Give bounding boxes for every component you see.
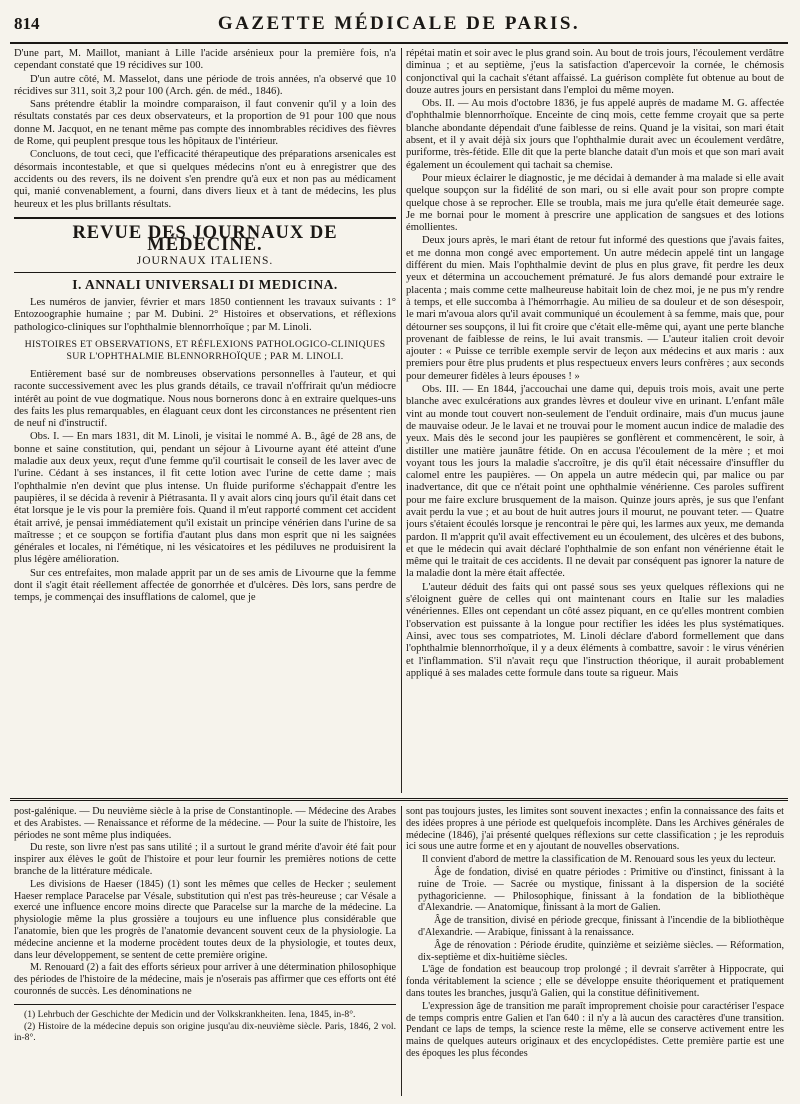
paragraph: Du reste, son livre n'est pas sans utilité ; il a surtout le grand mérite d'avoir été fait pour inspirer aux élèves le goût de l'histoire et pour leur fournir les premières notions de cette branche de la littérature médicale.: [14, 842, 396, 877]
paragraph: D'une part, M. Maillot, maniant à Lille l'acide arsénieux pour la première fois, n'a cependant constaté que 19 récidives sur 100.: [14, 48, 396, 72]
feuilleton-divider: [10, 798, 788, 801]
paragraph: Il convient d'abord de mettre la classification de M. Renouard sous les yeux du lecteur.: [422, 854, 776, 866]
review-subtitle: JOURNAUX ITALIENS.: [136, 255, 274, 268]
classification-entry: Âge de transition, divisé en période grecque, finissant à l'incendie de la bibliothèque d'Alexandrie. — Arabique, finissant à la renaissance.: [418, 915, 784, 938]
journal-heading: I. ANNALI UNIVERSALI DI MEDICINA.: [72, 276, 338, 292]
paragraph: Sur ces entrefaites, mon malade apprit par un de ses amis de Livourne que la femme dont il s'agit était réellement affectée de gonorrhée et d'ulcères. Dès lors, sans perdre de temps, je commençai des insufflations de calomel, que je: [14, 567, 396, 604]
lower-section: [10, 806, 788, 1096]
paragraph: Sans prétendre établir la moindre comparaison, il faut convenir qu'il y a loin des résultats constatés par ces deux observateurs, et la proportion de 91 pour 100 que nous donne M. Jacquot, en ne tenant même pas compte des innombrables récidives des fièvres de Rome, qui peuplent presque tous les hôpitaux de l'intérieur.: [14, 99, 396, 148]
upper-right-column: [406, 48, 784, 793]
footnote: (1) Lehrbuch der Geschichte der Medicin und der Volkskrankheiten. Iena, 1845, in-8°.: [24, 1008, 356, 1020]
paragraph: M. Renouard (2) a fait des efforts sérieux pour arriver à une détermination philosophique des périodes de l'histoire de la médecine, mais je n'oserais pas affirmer que ces efforts ont été couronnés de succès. Les dénominations ne: [14, 962, 396, 997]
paragraph: Les numéros de janvier, février et mars 1850 contiennent les travaux suivants : 1° Entozoographie humaine ; par M. Dubini. 2° Histoires et observations, et réflexions pathologico-cliniques sur l'ophthalmie blennorrhoïque ; par M. Linoli.: [14, 297, 396, 333]
paragraph: L'âge de fondation est beaucoup trop prolongé ; il devrait s'arrêter à Hippocrate, qui fonda véritablement la science ; elle se développe ensuite théoriquement et pratiquement dans toutes les branches, jusqu'à Galien, qui la constitue définitivement.: [406, 964, 784, 999]
paragraph: Deux jours après, le mari étant de retour fut informé des questions que j'avais faites, et me donna mon congé avec emportement. Un autre médecin appelé tint un langage différent du mien. Mais l'ophthalmie devint de plus en plus grave, fit perdre les deux yeux et détermina un accouchement prématuré. Je fus alors demandé pour extraire le placenta ; mais comme cette malheureuse habitait loin de chez moi, je ne pus m'y rendre à temps, et elle succomba à l'hémorrhagie. Au milieu de sa douleur et de son désespoir, le mari m'avoua alors qu'il avait communiqué un écoulement à sa femme, mais que, pour détourner ses soupçons, il lui fit croire que c'était elle-même qui, ayant une perte blanche provenant de faiblesse de reins, le lui avait transmis. — L'auteur italien croit devoir ajouter : « Puisse ce terrible exemple servir de leçon aux médecins et aux maris : aux premiers pour être plus prudents et plus respectueux envers leurs confrères ; aux seconds pour demeurer fidèles à leurs épouses ! »: [406, 235, 784, 382]
classification-entry: Âge de fondation, divisé en quatre périodes : Primitive ou d'instinct, finissant à la ruine de Troie. — Sacrée ou mystique, finissant à la dispersion de la société pythagoricienne. — Philosophique, finissant à la fondation de la bibliothèque d'Alexandrie. — Anatomique, finissant à la mort de Galien.: [418, 866, 784, 914]
review-title: REVUE DES JOURNAUX DE MÉDECINE.: [72, 222, 338, 256]
upper-left-column: [14, 48, 396, 793]
lower-left-column: [14, 806, 396, 1096]
column-divider: [401, 806, 402, 1096]
newspaper-page: [10, 8, 788, 1098]
footnotes: [14, 1004, 396, 1044]
page-header: [10, 8, 788, 44]
paragraph: Obs. II. — Au mois d'octobre 1836, je fus appelé auprès de madame M. G. affectée d'ophthalmie blennorrhoïque. Enceinte de cinq mois, cette femme croyait que sa perte blanche abondante dépendait d'une faiblesse de reins. Quand je la visitai, son mari était absent, et il y avait déjà six jours que l'ophthalmie durait avec un écoulement verdâtre, puriforme, très-fétide. Elle dit que la perte blanche datait d'un mois et que son mari avait également un écoulement qui tachait sa chemise.: [406, 98, 784, 171]
paragraph: Pour mieux éclairer le diagnostic, je me décidai à demander à ma malade si elle avait quelque soupçon sur la fidélité de son mari, ou si elle avait pour son propre compte quelque chose à se reprocher. Elle se troubla, mais me jura qu'elle était demeurée sage. Je me bornai pour le moment à prescrire une application de sangsues et des lotions émollientes.: [406, 172, 784, 234]
paragraph: répétai matin et soir avec le plus grand soin. Au bout de trois jours, l'écoulement verdâtre diminua ; et au septième, j'eus la satisfaction d'apercevoir la cornée, le chémosis conjonctival qui la cachait s'étant affaissé. La guérison complète fut obtenue au bout de douze autres jours en persistant dans l'emploi du même moyen.: [406, 48, 784, 96]
article-heading: HISTOIRES ET OBSERVATIONS, ET RÉFLEXIONS PATHOLOGICO-CLINIQUES SUR L'OPHTHALMIE BLENNORRHOÏQUE ; PAR M. LINOLI.: [24, 338, 386, 362]
paragraph: Les divisions de Haeser (1845) (1) sont les mêmes que celles de Hecker ; seulement Haeser remplace Paracelse par Vésale, substitution qui n'est pas très-heureuse ; car Vésale a exercé une influence encore moins directe que Paracelse sur la marche de la médecine. La physiologie même la plus grossière a toujours eu une influence plus considérable que l'anatomie, bien que les progrès de l'anatomie devancent souvent ceux de la physiologie. La médecine ancienne et la moderne procèdent toutes deux de la physiologie, et toutes deux, dans leur développement, se sentent de cette première origine.: [14, 878, 396, 961]
paragraph: Obs. I. — En mars 1831, dit M. Linoli, je visitai le nommé A. B., âgé de 28 ans, de bonne et saine constitution, qui, pendant un séjour à Livourne ayant été atteint d'une maladie aux deux yeux, reçut d'une femme qu'il courtisait le conseil de les laver avec de l'urine. Cédant à ses instances, il fit cette lotion avec l'urine de cette dame ; mais l'ophthalmie n'en devint que plus intense. Un fluide puriforme s'échappait d'entre les paupières, il se décida à revenir à Piétrasanta. Il y avait alors cinq jours qu'il était dans cet état lorsque je le vis pour la première fois. Quand il m'eut rapporté comment cet accident était arrivé, je pensai immédiatement qu'il existait un principe vénérien dans l'urine de sa maîtresse ; et ce soupçon se fortifia d'autant plus dans mon esprit que ni les saignées générales et locales, ni l'émétique, ni les vésicatoires et les pédiluves ne produisirent la plus légère amélioration.: [14, 431, 396, 566]
section-rule: [14, 217, 396, 219]
paragraph: sont pas toujours justes, les limites sont souvent inexactes ; enfin la connaissance des faits et des idées propres à une période est quelquefois incomplète. Dans les Archives générales de médecine (1846), j'ai présenté quelques réflexions sur cette classification ; je les reproduis ici sous une autre forme et en y ajoutant de nouvelles observations.: [406, 806, 784, 853]
paragraph: L'auteur déduit des faits qui ont passé sous ses yeux quelques réflexions qui ne s'éloignent guère de celles qui ont maintenant cours en Italie sur les maladies vénériennes. Elles ont cependant un côté assez piquant, en ce qu'elles montrent combien l'observation est puissante à la longue pour rectifier les idées les plus systématiques. Ainsi, avec tous ses compatriotes, M. Linoli déclare d'abord formellement que dans l'ophthalmie blennorrhoïque, il y a deux éléments à combattre, savoir : le virus vénérien et l'inflammation. S'il n'avait reçu que l'instruction théorique, il aurait probablement appliqué à ses malades cette formule dans toute sa rigueur. Mais: [406, 581, 784, 679]
paragraph: post-galénique. — Du neuvième siècle à la prise de Constantinople. — Médecine des Arabes et des Arabistes. — Renaissance et réforme de la médecine. — Pour la suite de l'histoire, les périodes ne sont même plus indiquées.: [14, 806, 396, 841]
paragraph: Obs. III. — En 1844, j'accouchai une dame qui, depuis trois mois, avait une perte blanche avec exulcérations aux grandes lèvres et douleur vive en urinant. L'enfant mâle vint au monde tout couvert non-seulement de l'enduit ordinaire, mais d'un mucus jaune de mauvaise odeur. Je le lavai et ne trouvai pour le moment aucun indice de maladie des yeux. Mais dès le second jour les paupières se gonflèrent et commencèrent, le soir, à distiller une matière jaunâtre fétide. On en accusa l'écoulement de la mère ; et moi voyant tous les jours la maladie s'accroître, je dis qu'il était nécessaire d'insuffler du calomel entre les paupières. — On appela un autre médecin qui, par malice ou par inadvertance, dit que ce n'était point une ophthalmie vénérienne. Ces paroles suffirent pour me faire exclure brusquement de la maison. Quinze jours après, je sus que l'enfant avait perdu la vue ; et au bout de huit autres jours il mourut, ne pouvant teter. — Quatre jours s'étaient écoulés lorsque je rencontrai le père qui, les larmes aux yeux, me demanda pardon. Il m'apprit qu'il avait effectivement eu un écoulement, des ulcères et des bubons, et que le médecin qui avait déclaré l'ophthalmie de son enfant non vénérienne était le même qui le traitait de ces accidents. Il ne devait par conséquent pas ignorer la nature de la maladie dont la mère était affectée.: [406, 384, 784, 580]
upper-section: [10, 48, 788, 793]
page-number: 814: [14, 14, 40, 33]
footnote: (2) Histoire de la médecine depuis son origine jusqu'au dix-neuvième siècle. Paris, 1846, 2 vol. in-8°.: [14, 1020, 396, 1044]
paragraph: L'expression âge de transition me paraît improprement choisie pour caractériser l'espace de temps compris entre Galien et l'an 640 : il n'y a là aucun des caractères d'une transition. Pendant ce laps de temps, la science reste la même, elle se conserve activement entre les mains de quelques auteurs originaux et des encyclopédistes. Cette première partie est une des époques les plus fécondes: [406, 1000, 784, 1059]
column-divider: [401, 48, 402, 793]
lower-right-column: [406, 806, 784, 1096]
paragraph: D'un autre côté, M. Masselot, dans une période de trois années, n'a observé que 10 récidives sur 311, soit 3,2 pour 100 (Arch. gén. de méd., 1846).: [14, 73, 396, 97]
classification-entry: Âge de rénovation : Période érudite, quinzième et seizième siècles. — Réformation, dix-septième et dix-huitième siècles.: [418, 939, 784, 963]
paragraph: Concluons, de tout ceci, que l'efficacité thérapeutique des préparations arsenicales est désormais incontestable, et que si quelques médecins n'ont eu à enregistrer que des accidents ou des revers, ils ne doivent s'en prendre qu'à eux et non pas au médicament qui, manié convenablement, a fourni, dans divers lieux et à tant de médecins, les plus heureux et les plus brillants résultats.: [14, 149, 396, 210]
paragraph: Entièrement basé sur de nombreuses observations personnelles à l'auteur, et qui raconte successivement avec les plus grands détails, ce travail n'offrirait qu'un médiocre intérêt au point de vue dogmatique. Nous nous bornerons donc à en extraire quelques-uns des faits les plus remarquables, en élaguant ceux dont les circonstances ne présentent rien de neuf ni d'instructif.: [14, 368, 396, 430]
section-rule: [14, 272, 396, 273]
journal-title: GAZETTE MÉDICALE DE PARIS.: [217, 13, 581, 34]
